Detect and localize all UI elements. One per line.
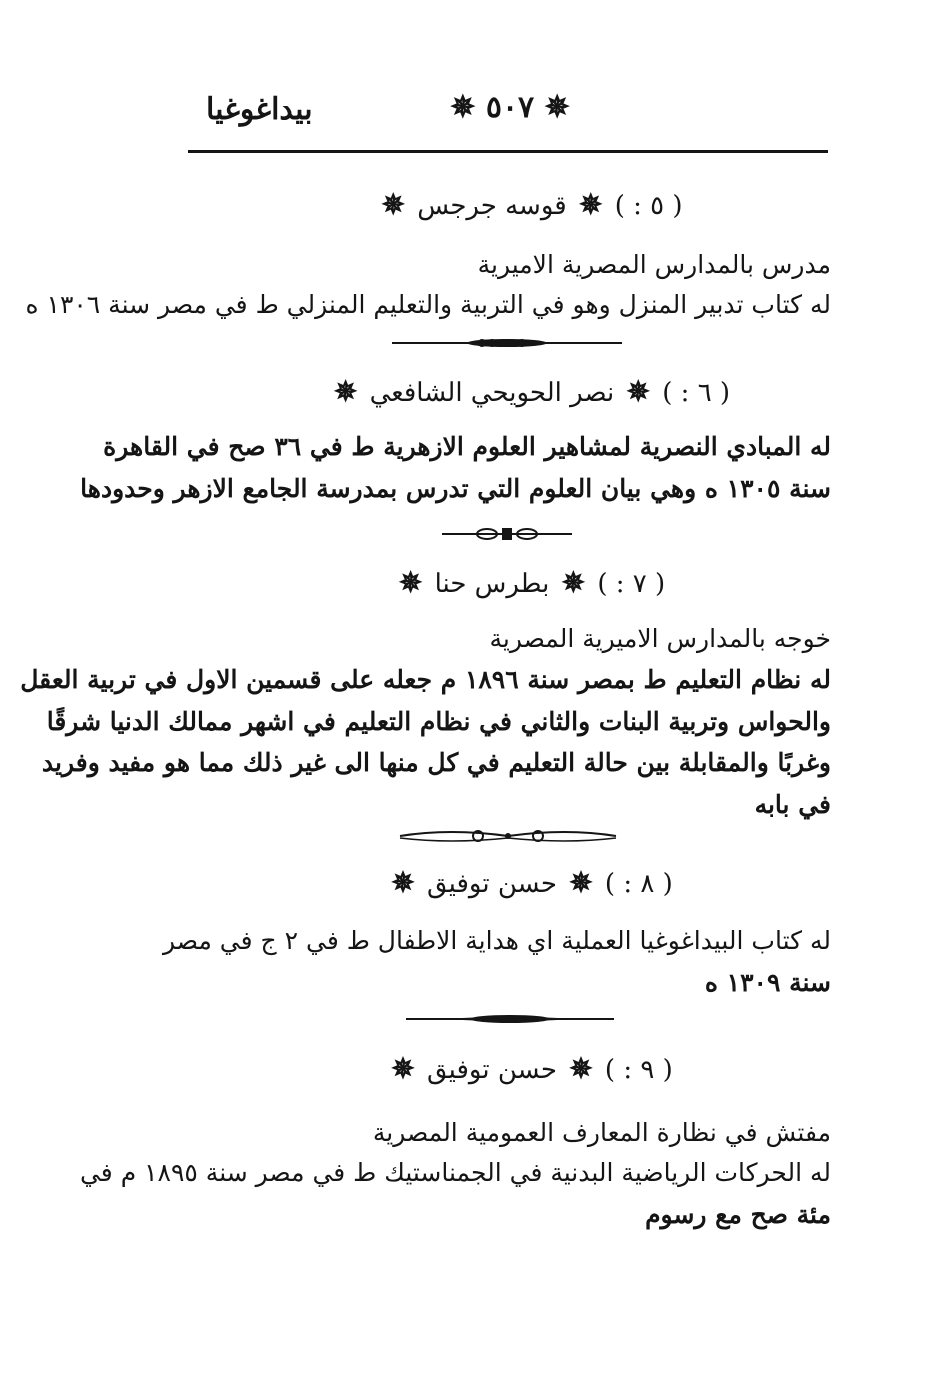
entry-text-line: سنة ١٣٠٩ ه — [704, 968, 831, 997]
header-rule — [188, 150, 828, 153]
entry-number: ( ٨ : ) — [604, 869, 673, 899]
entry-text-line: مفتش في نظارة المعارف العمومية المصرية — [372, 1118, 831, 1147]
star-ornament-icon: ✵ — [381, 188, 405, 221]
running-title: بيداغوغيا — [206, 92, 313, 127]
star-ornament-icon: ✵ — [333, 375, 358, 408]
entry-text-line: وغربًا والمقابلة بين حالة التعليم في كل منها الى غير ذلك مما هو مفيد وفريد — [41, 748, 831, 777]
section-divider-ornament — [406, 1013, 614, 1025]
star-ornament-icon: ✵ — [626, 375, 650, 408]
entry-name: نصر الحويحي الشافعي — [369, 378, 615, 408]
entry-text-line: خوجه بالمدارس الاميرية المصرية — [489, 624, 831, 653]
star-ornament-icon: ✵ — [578, 188, 603, 221]
entry-text-line: مئة صح مع رسوم — [645, 1200, 831, 1229]
star-ornament-icon: ✵ — [569, 1052, 593, 1085]
entry-text-line: سنة ١٣٠٥ ه وهي بيان العلوم التي تدرس بمدرسة الجامع الازهر وحدودها — [80, 474, 831, 503]
star-ornament-icon: ✵ — [391, 866, 415, 899]
entry-heading — [180, 566, 880, 599]
star-ornament-icon: ✵ — [391, 1052, 415, 1085]
star-ornament-icon: ✵ — [450, 90, 476, 125]
entry-name: حسن توفيق — [426, 869, 557, 899]
star-ornament-icon: ✵ — [544, 90, 570, 125]
star-ornament-icon: ✵ — [398, 566, 423, 599]
entry-heading — [180, 188, 880, 221]
entry-number: ( ٥ : ) — [614, 191, 683, 221]
star-ornament-icon: ✵ — [569, 866, 593, 899]
entry-text-line: والحواس وتربية البنات والثاني في نظام التعليم في اشهر ممالك الدنيا شرقًا — [46, 707, 831, 736]
entry-text-line: له كتاب تدبير المنزل وهو في التربية والتعليم المنزلي ط في مصر سنة ١٣٠٦ ه — [25, 290, 831, 319]
entry-text-line: مدرس بالمدارس المصرية الاميرية — [477, 250, 831, 279]
entry-number: ( ٦ : ) — [662, 378, 731, 408]
entry-text-line: له الحركات الرياضية البدنية في الجمناستيك ط في مصر سنة ١٨٩٥ م في — [79, 1158, 831, 1187]
entry-heading — [180, 866, 880, 899]
page-number-block — [450, 90, 570, 125]
star-ornament-icon: ✵ — [561, 566, 586, 599]
page-number: ٥٠٧ — [485, 90, 535, 125]
entry-name: حسن توفيق — [426, 1055, 557, 1085]
entry-number: ( ٧ : ) — [597, 569, 666, 599]
entry-heading — [180, 1052, 880, 1085]
entry-text-line: في بابه — [754, 790, 831, 819]
section-divider-ornament — [400, 826, 616, 846]
section-divider-ornament — [442, 526, 572, 542]
entry-name: قوسه جرجس — [417, 191, 567, 221]
entry-text-line: له نظام التعليم ط بمصر سنة ١٨٩٦ م جعله على قسمين الاول في تربية العقل — [20, 665, 831, 694]
entry-heading — [180, 375, 880, 408]
entry-number: ( ٩ : ) — [604, 1055, 673, 1085]
entry-name: بطرس حنا — [434, 569, 550, 599]
entry-text-line: له المبادي النصرية لمشاهير العلوم الازهرية ط في ٣٦ صح في القاهرة — [103, 432, 831, 461]
entry-text-line: له كتاب البيداغوغيا العملية اي هداية الاطفال ط في ٢ ج في مصر — [162, 926, 831, 955]
section-divider-ornament — [392, 336, 622, 350]
